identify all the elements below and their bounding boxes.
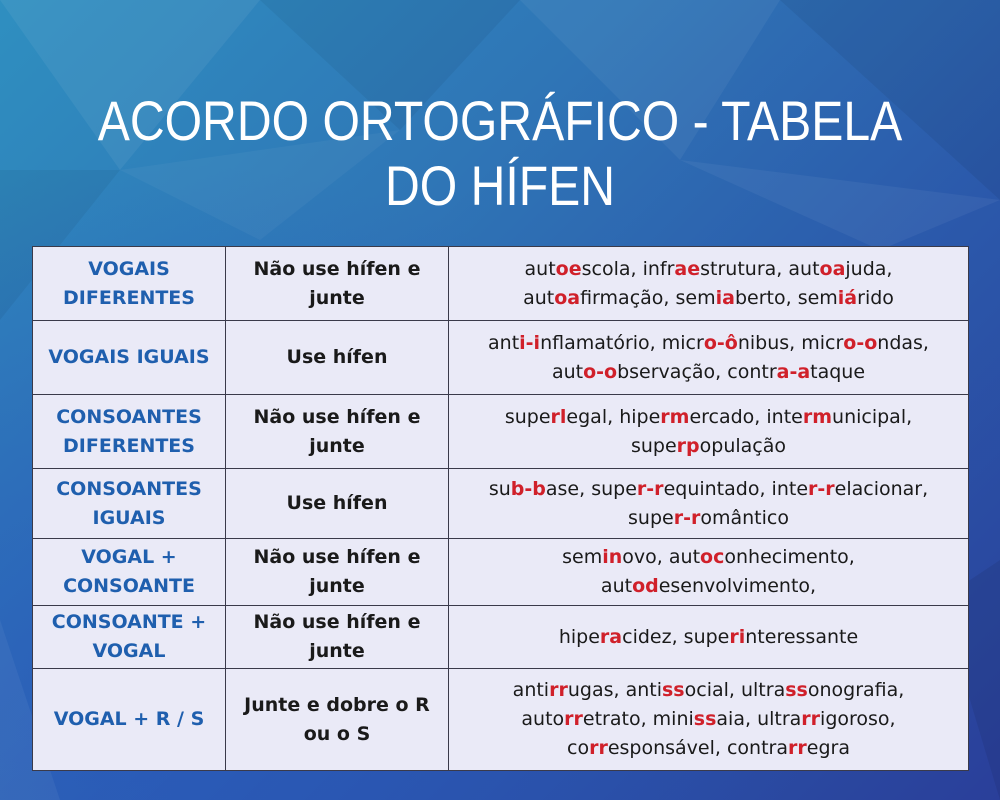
example-line <box>455 572 962 601</box>
example-word <box>552 361 721 383</box>
example-word <box>643 258 783 280</box>
table-row <box>33 669 969 771</box>
word-segment: aut <box>668 546 701 568</box>
example-word <box>559 626 678 648</box>
example-line <box>455 676 962 705</box>
word-segment: hipe <box>558 625 600 648</box>
word-segment: egal, <box>566 405 614 428</box>
word-segment: nteressante <box>745 625 859 648</box>
word-segment: taque <box>810 360 866 383</box>
word-segment: co <box>567 737 590 759</box>
rule-cell: Não use hífen e junte <box>226 247 449 321</box>
highlight-segment: o-o <box>843 331 878 354</box>
word-segment: anti <box>625 679 662 701</box>
example-word <box>562 546 663 568</box>
example-line <box>455 504 962 533</box>
highlight-segment: rr <box>589 737 608 759</box>
word-segment: ultra <box>740 679 786 701</box>
highlight-segment: rr <box>788 737 807 759</box>
highlight-segment: b-b <box>510 477 546 500</box>
example-word <box>788 258 892 280</box>
highlight-segment: r-r <box>673 506 701 529</box>
highlight-segment: a-a <box>776 360 811 383</box>
word-segment: esenvolvimento, <box>658 575 817 597</box>
category-cell: VOGAL + CONSOANTE <box>33 539 226 606</box>
highlight-segment: iá <box>837 286 858 309</box>
hyphen-rules-table <box>32 246 969 771</box>
rule-cell: Não use hífen e junte <box>226 539 449 606</box>
word-segment: elacionar, <box>834 477 929 500</box>
example-word <box>662 332 795 354</box>
word-segment: onhecimento, <box>724 546 855 568</box>
word-segment: mini <box>652 708 694 730</box>
example-word <box>619 406 760 428</box>
category-cell: VOGAL + R / S <box>33 669 226 771</box>
example-word <box>801 332 929 354</box>
example-word <box>631 435 786 457</box>
word-segment: sem <box>797 286 838 309</box>
word-segment: ugas, <box>567 679 620 701</box>
example-line <box>455 543 962 572</box>
highlight-segment: rr <box>801 708 821 730</box>
example-word <box>505 406 613 428</box>
word-segment: inte <box>771 477 809 500</box>
category-cell: VOGAIS IGUAIS <box>33 321 226 395</box>
word-segment: ercado, <box>689 405 761 428</box>
word-segment: strutura, <box>700 257 783 280</box>
example-line <box>455 734 962 763</box>
category-cell: CONSOANTES DIFERENTES <box>33 395 226 469</box>
highlight-segment: oe <box>555 257 582 280</box>
example-line <box>455 284 962 313</box>
word-segment: micr <box>661 331 704 354</box>
example-word <box>626 679 735 701</box>
word-segment: aut <box>600 575 633 597</box>
example-line <box>455 432 962 461</box>
category-cell: CONSOANTES IGUAIS <box>33 469 226 539</box>
example-word <box>488 332 656 354</box>
example-word <box>766 406 912 428</box>
example-line <box>455 255 962 284</box>
rule-cell: Junte e dobre o R ou o S <box>226 669 449 771</box>
highlight-segment: ra <box>599 625 623 648</box>
word-segment: supe <box>683 625 730 648</box>
examples-cell <box>449 669 969 771</box>
word-segment: firmação, <box>580 286 670 309</box>
word-segment: esponsável, <box>607 737 721 759</box>
table-row <box>33 395 969 469</box>
word-segment: ultra <box>757 708 802 730</box>
highlight-segment: ss <box>693 708 717 730</box>
word-segment: berto, <box>734 286 792 309</box>
word-segment: supe <box>628 506 674 529</box>
highlight-segment: rr <box>549 679 568 701</box>
example-word <box>513 679 620 701</box>
word-segment: onografia, <box>807 679 905 701</box>
word-segment: supe <box>630 434 677 457</box>
word-segment: infr <box>642 257 675 280</box>
highlight-segment: i-i <box>519 331 541 354</box>
word-segment: contra <box>726 737 789 759</box>
word-segment: aut <box>551 360 584 383</box>
example-word <box>772 478 929 500</box>
example-word <box>523 287 669 309</box>
example-word <box>727 737 850 759</box>
example-word <box>628 507 789 529</box>
table-row <box>33 247 969 321</box>
word-segment: aut <box>524 257 556 280</box>
word-segment: juda, <box>845 257 893 280</box>
highlight-segment: ss <box>785 679 808 701</box>
word-segment: igoroso, <box>820 708 896 730</box>
rule-cell: Não use hífen e junte <box>226 606 449 669</box>
word-segment: scola, <box>581 257 637 280</box>
example-word <box>757 708 896 730</box>
highlight-segment: rl <box>550 405 567 428</box>
word-segment: bservação, <box>617 360 722 383</box>
highlight-segment: in <box>602 546 623 568</box>
highlight-segment: od <box>632 575 659 597</box>
highlight-segment: ae <box>674 257 701 280</box>
rule-cell: Use hífen <box>226 469 449 539</box>
highlight-segment: r-r <box>808 477 835 500</box>
highlight-segment: rp <box>676 434 700 457</box>
example-word <box>741 679 904 701</box>
word-segment: rido <box>857 286 894 309</box>
highlight-segment: rm <box>802 405 833 428</box>
example-line <box>455 475 962 504</box>
examples-cell <box>449 469 969 539</box>
example-word <box>669 546 855 568</box>
word-segment: micr <box>801 331 844 354</box>
word-segment: su <box>488 477 511 500</box>
highlight-segment: oa <box>819 257 846 280</box>
example-word <box>567 737 721 759</box>
examples-cell <box>449 395 969 469</box>
word-segment: ase, <box>545 477 586 500</box>
word-segment: auto <box>521 708 565 730</box>
word-segment: omântico <box>700 506 789 529</box>
rule-cell: Use hífen <box>226 321 449 395</box>
word-segment: unicipal, <box>832 405 913 428</box>
word-segment: etrato, <box>582 708 647 730</box>
word-segment: supe <box>591 477 637 500</box>
rule-cell: Não use hífen e junte <box>226 395 449 469</box>
highlight-segment: rm <box>660 405 690 428</box>
word-segment: nibus, <box>737 331 796 354</box>
example-line <box>455 705 962 734</box>
example-word <box>525 258 637 280</box>
example-word <box>591 478 765 500</box>
highlight-segment: oc <box>700 546 725 568</box>
word-segment: sem <box>562 546 603 568</box>
word-segment: egra <box>806 737 850 759</box>
example-word <box>601 575 816 597</box>
word-segment: ocial, <box>684 679 735 701</box>
table-body <box>33 247 969 771</box>
word-segment: ndas, <box>877 331 929 354</box>
word-segment: anti <box>512 679 550 701</box>
highlight-segment: r-r <box>636 477 664 500</box>
example-word <box>727 361 865 383</box>
highlight-segment: rr <box>564 708 583 730</box>
highlight-segment: oa <box>554 286 581 309</box>
word-segment: opulação <box>699 434 787 457</box>
word-segment: supe <box>504 405 551 428</box>
example-line <box>455 403 962 432</box>
highlight-segment: ri <box>729 625 746 648</box>
table-row <box>33 539 969 606</box>
example-line <box>455 623 962 652</box>
examples-cell <box>449 539 969 606</box>
category-cell: VOGAIS DIFERENTES <box>33 247 226 321</box>
examples-cell <box>449 606 969 669</box>
examples-cell <box>449 321 969 395</box>
word-segment: contr <box>727 360 777 383</box>
highlight-segment: o-ô <box>703 331 738 354</box>
example-word <box>676 287 792 309</box>
highlight-segment: ss <box>662 679 685 701</box>
example-word <box>798 287 894 309</box>
table-row <box>33 469 969 539</box>
word-segment: nflamatório, <box>540 331 656 354</box>
word-segment: aut <box>788 257 820 280</box>
table-row <box>33 321 969 395</box>
table-row <box>33 606 969 669</box>
highlight-segment: o-o <box>583 360 618 383</box>
example-word <box>489 478 585 500</box>
word-segment: equintado, <box>663 477 766 500</box>
example-word <box>653 708 751 730</box>
example-line <box>455 358 962 387</box>
page-title: ACORDO ORTOGRÁFICO - TABELA DO HÍFEN <box>97 89 903 217</box>
word-segment: cidez, <box>622 625 678 648</box>
word-segment: ant <box>488 331 520 354</box>
example-word <box>521 708 646 730</box>
word-segment: hipe <box>619 405 661 428</box>
example-line <box>455 329 962 358</box>
word-segment: aut <box>523 286 555 309</box>
word-segment: sem <box>675 286 716 309</box>
word-segment: aia, <box>716 708 752 730</box>
examples-cell <box>449 247 969 321</box>
word-segment: inte <box>766 405 803 428</box>
highlight-segment: ia <box>715 286 735 309</box>
category-cell: CONSOANTE + VOGAL <box>33 606 226 669</box>
word-segment: ovo, <box>622 546 663 568</box>
example-word <box>684 626 858 648</box>
